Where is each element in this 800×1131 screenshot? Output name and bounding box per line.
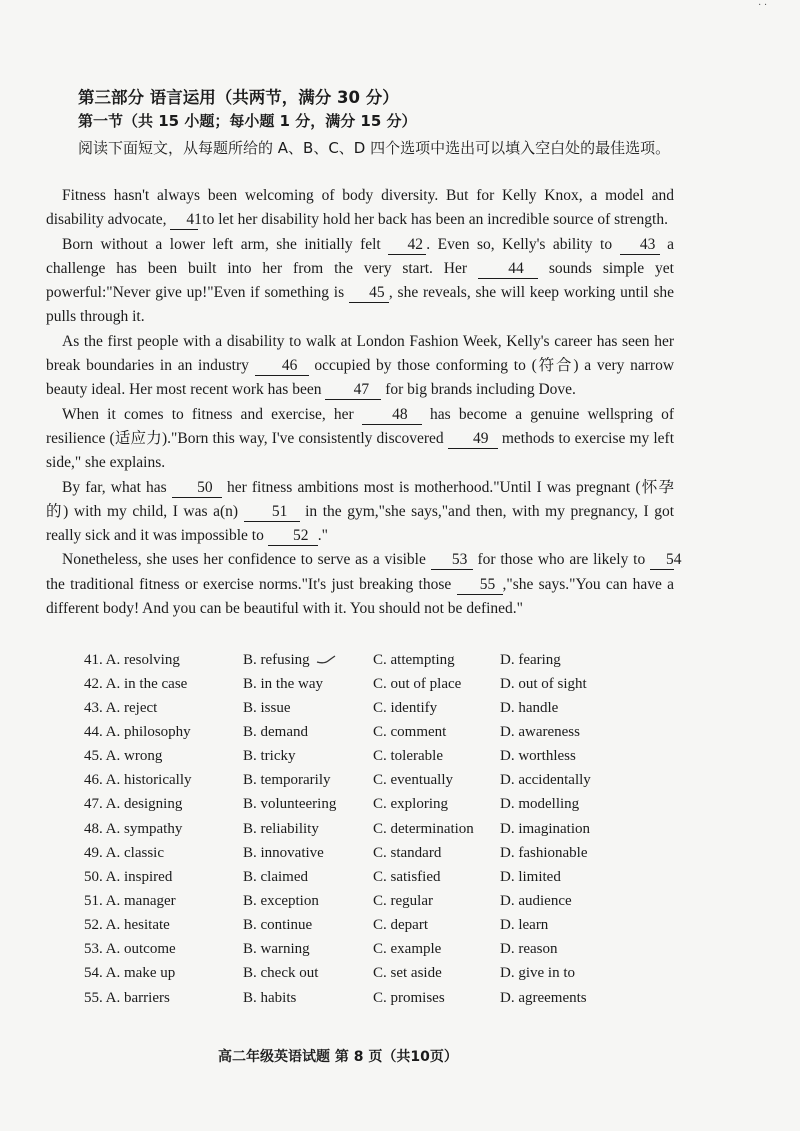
option-row-46 [84,769,610,793]
option-d: D. give in to [500,965,575,982]
option-b: B. claimed [243,868,308,885]
option-d: D. audience [500,892,572,909]
option-b: B. reliability [243,820,319,837]
option-b: B. continue [243,917,313,934]
option-b: B. warning [243,941,310,958]
option-c: C. eventually [373,772,453,789]
option-row-45 [84,745,610,769]
blank-48: 48 [362,406,422,425]
option-row-52 [84,914,610,938]
text: methods to exercise my left side," she explains. [46,429,675,472]
text: to let her disability hold her back has been an incredible source of strength. [202,211,668,229]
option-a: 44. A. philosophy [84,723,191,740]
blank-51: 51 [244,503,300,522]
margin-mark: · · [758,0,768,11]
text: occupied by those conforming to (符合) a very narrow beauty ideal. Her most recent work has been [46,357,675,399]
option-c: C. satisfied [373,868,441,885]
subsection-title: 第一节（共 15 小题；每小题 1 分，满分 15 分） [78,112,417,130]
option-c: C. exploring [373,796,448,813]
option-d: D. agreements [500,989,587,1006]
blank-50: 50 [172,479,222,498]
option-d: D. handle [500,699,559,716]
option-c: C. standard [373,844,442,861]
text: ." [317,527,328,545]
text: for big brands including Dove. [385,381,576,399]
section-title: 第三部分 语言运用（共两节，满分 30 分） [78,88,399,107]
page-footer: 高二年级英语试题 第 8 页（共10页） [218,1049,458,1065]
option-row-50 [84,865,610,889]
text: As the first people with a disability to walk at London Fashion Week, Kelly's career has seen her break boundaries in an industry [46,332,674,375]
text: in the gym,"she says,"and then, with my pregnancy, I got really sick and it was impossible to [46,502,674,545]
option-d: D. learn [500,917,549,934]
option-b: B. innovative [243,844,324,861]
text: By far, what has [62,478,167,496]
paragraph-6 [46,548,682,621]
option-a: 45. A. wrong [84,748,163,765]
option-a: 43. A. reject [84,699,158,716]
option-a: 53. A. outcome [84,941,176,958]
text: Nonetheless, she uses her confidence to serve as a visible [62,551,426,569]
options-list [84,648,610,1010]
option-a: 50. A. inspired [84,868,173,885]
option-d: D. worthless [500,748,576,765]
option-row-48 [84,817,610,841]
blank-46: 46 [255,357,309,376]
option-b: B. temporarily [243,772,331,789]
option-row-55 [84,986,610,1010]
option-row-47 [84,793,610,817]
option-c: C. attempting [373,651,455,668]
text: When it comes to fitness and exercise, her [62,405,354,423]
option-row-53 [84,938,610,962]
option-b: B. volunteering [243,796,337,813]
blank-42: 42 [388,236,426,255]
text: Born without a lower left arm, she initially felt [62,235,381,253]
option-a: 47. A. designing [84,796,183,813]
option-c: C. out of place [373,675,462,692]
text: has become a genuine wellspring of resilience (适应力)."Born this way, I've consistently discovered [46,405,675,447]
text: a challenge has been built into her from the very start. Her [46,235,675,277]
option-c: C. comment [373,723,447,740]
option-a: 46. A. historically [84,772,192,789]
option-c: C. regular [373,892,433,909]
option-row-54 [84,962,610,986]
option-row-44 [84,720,610,744]
blank-47: 47 [325,381,381,400]
option-c: C. depart [373,917,428,934]
option-a: 52. A. hesitate [84,917,170,934]
option-c: C. determination [373,820,474,837]
blank-53: 53 [431,551,473,570]
option-d: D. accidentally [500,772,591,789]
option-d: D. imagination [500,820,590,837]
option-d: D. modelling [500,796,580,813]
option-d: D. fearing [500,651,561,668]
option-c: C. example [373,941,442,958]
blank-54: 54 [650,551,674,570]
blank-55: 55 [457,576,503,595]
option-b: B. refusing [243,651,310,668]
option-a: 54. A. make up [84,965,176,982]
option-b-cell [243,652,373,669]
paragraph-3 [46,330,674,403]
option-c: C. tolerable [373,748,443,765]
option-a: 42. A. in the case [84,675,188,692]
text: ,"she says."You can have a different body! And you can be beautiful with it. You should not be defined." [46,575,675,618]
blank-44: 44 [478,260,538,279]
option-row-43 [84,696,610,720]
paragraph-5 [46,476,674,549]
paragraph-2 [46,233,674,330]
option-d: D. out of sight [500,675,587,692]
option-a: 48. A. sympathy [84,820,183,837]
option-row-49 [84,841,610,865]
option-d: D. limited [500,868,561,885]
cloze-passage [46,184,682,621]
option-c: C. set aside [373,965,442,982]
blank-52: 52 [268,527,318,546]
instructions: 阅读下面短文，从每题所给的 A、B、C、D 四个选项中选出可以填入空白处的最佳选项。 [78,139,671,157]
option-a: 41. A. resolving [84,651,180,668]
option-b: B. demand [243,723,308,740]
text: for those who are likely to [477,551,646,569]
option-a: 51. A. manager [84,892,176,909]
option-c: C. promises [373,989,445,1006]
option-b: B. check out [243,965,319,982]
option-b: B. tricky [243,748,296,765]
option-d: D. awareness [500,723,580,740]
option-row-42 [84,672,610,696]
option-b: B. in the way [243,675,323,692]
option-d: D. reason [500,941,558,958]
text: the traditional fitness or exercise norms."It's just breaking those [46,575,452,593]
option-row-51 [84,889,610,913]
paragraph-4 [46,403,674,476]
blank-41: 41 [170,211,198,230]
option-b: B. exception [243,892,319,909]
option-b: B. habits [243,989,297,1006]
blank-45: 45 [349,284,389,303]
blank-49: 49 [448,430,498,449]
checkmark-icon [316,655,336,665]
option-d: D. fashionable [500,844,588,861]
option-row-41 [84,648,610,672]
paragraph-1 [46,184,674,233]
option-c: C. identify [373,699,438,716]
blank-43: 43 [620,236,660,255]
option-a: 49. A. classic [84,844,164,861]
option-a: 55. A. barriers [84,989,170,1006]
text: . Even so, Kelly's ability to [426,235,613,253]
option-b: B. issue [243,699,291,716]
text: sounds simple yet powerful:"Never give up!"Even if something is [46,259,674,302]
text: Fitness hasn't always been welcoming of body diversity. But for Kelly Knox, a model and disability advocate, [46,187,674,229]
text: her fitness ambitions most is motherhood."Until I was pregnant (怀孕的) with my child, I was a(n) [46,478,675,520]
text: , she reveals, she will keep working until she pulls through it. [46,284,675,326]
